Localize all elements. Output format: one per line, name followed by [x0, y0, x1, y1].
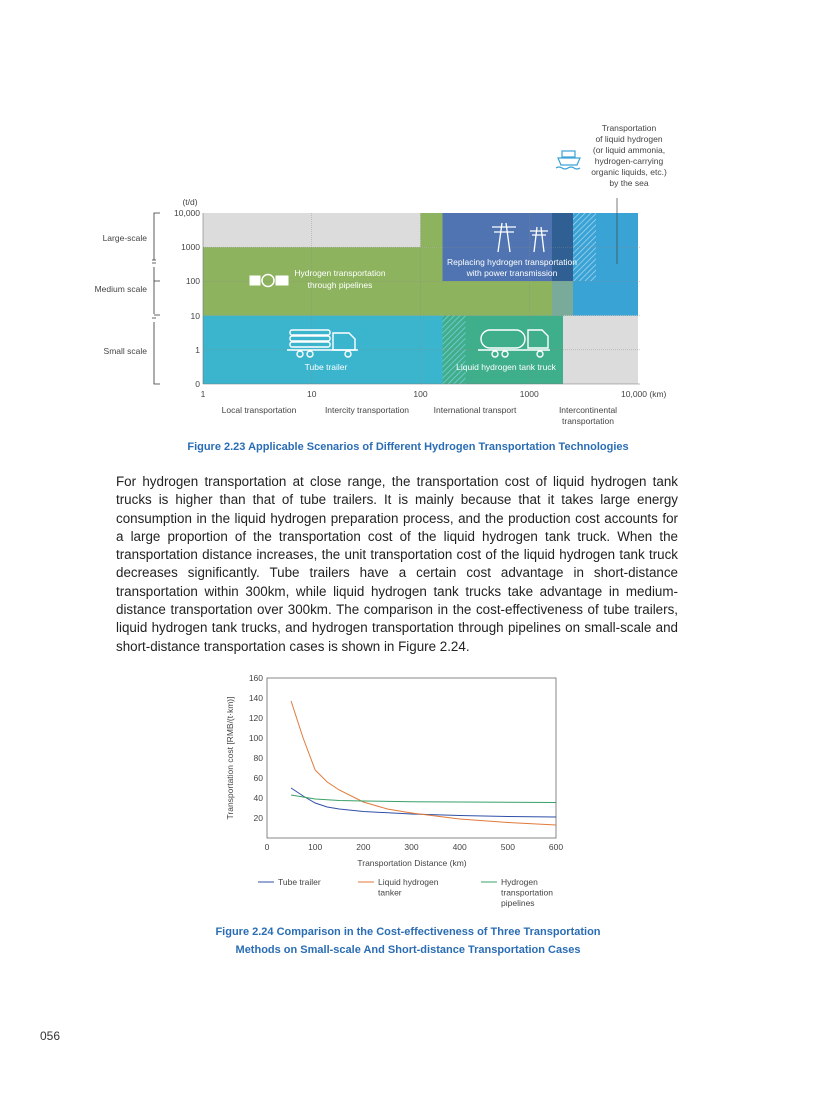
pipeline-label-1: Hydrogen transportation	[294, 268, 386, 278]
scale-large: Large-scale	[102, 233, 147, 243]
y-tick-label: 20	[253, 813, 263, 823]
region-sea	[573, 281, 638, 316]
distance-local: Local transportation	[221, 405, 297, 415]
x-tick-label: 600	[548, 842, 564, 852]
legend-label: tanker	[378, 887, 402, 898]
x-tick: 1	[200, 389, 206, 399]
region-gray-top-left	[203, 213, 421, 247]
y-tick: 1000	[181, 242, 200, 252]
x-tick: 10	[307, 389, 317, 399]
y-tick: 10	[190, 311, 200, 321]
x-tick: 10,000 (km)	[621, 389, 667, 399]
legend-label: transportation	[501, 887, 553, 898]
y-tick: 100	[185, 276, 200, 286]
sea-note-line: (or liquid ammonia,	[592, 145, 666, 155]
legend-label: Tube trailer	[278, 877, 321, 887]
power-label-2: with power transmission	[466, 268, 558, 278]
figure-2-24-caption-line1: Figure 2.24 Comparison in the Cost-effectiveness of Three Transportation	[215, 926, 601, 938]
y-axis-label: Transportation cost [RMB/(t·km)]	[225, 696, 235, 820]
y-tick-label: 100	[248, 733, 263, 743]
x-tick-label: 300	[404, 842, 419, 852]
figure-2-23-caption: Figure 2.23 Applicable Scenarios of Different Hydrogen Transportation Technologies	[187, 441, 629, 453]
power-label-1: Replacing hydrogen transportation	[447, 257, 577, 267]
distance-intercontinental-2: transportation	[562, 416, 614, 426]
legend-label: Liquid hydrogen	[378, 877, 439, 887]
region-pipeline-strip	[421, 213, 443, 247]
distance-international: International transport	[433, 405, 517, 415]
x-tick: 1000	[519, 389, 539, 399]
region-mix	[552, 281, 573, 316]
y-unit: (t/d)	[182, 197, 198, 207]
scale-medium: Medium scale	[94, 284, 147, 294]
region-hatched-sea	[573, 213, 596, 281]
page-number: 056	[40, 1029, 61, 1043]
sea-note-line: hydrogen-carrying	[594, 156, 664, 166]
y-tick-label: 160	[248, 673, 263, 683]
legend-label: Hydrogen	[501, 877, 538, 887]
y-tick-label: 80	[253, 753, 263, 763]
y-tick: 1	[195, 345, 200, 355]
tube-trailer-label: Tube trailer	[304, 362, 348, 372]
x-tick-label: 100	[308, 842, 323, 852]
region-gray-bottom-right	[563, 316, 638, 384]
lh2-truck-label: Liquid hydrogen tank truck	[456, 362, 556, 372]
y-tick-label: 60	[253, 773, 263, 783]
scale-small: Small scale	[103, 346, 147, 356]
y-tick-label: 40	[253, 793, 263, 803]
y-tick-label: 120	[248, 713, 263, 723]
pipeline-label-2: through pipelines	[307, 280, 373, 290]
scale-brackets	[152, 213, 160, 384]
sea-note	[591, 123, 667, 188]
x-tick: 100	[413, 389, 428, 399]
y-tick-label: 140	[248, 693, 263, 703]
legend-label: pipelines	[501, 898, 535, 908]
x-tick-label: 500	[500, 842, 515, 852]
sea-note-line: by the sea	[609, 178, 649, 188]
x-axis-label: Transportation Distance (km)	[357, 858, 467, 868]
y-tick: 0	[195, 379, 200, 389]
body-paragraph: For hydrogen transportation at close range, the transportation cost of liquid hydrogen tank trucks is higher than that of tube trailers. It is mainly because that it takes large energy consumption in the liquid hydrogen preparation process, and the production cost accounts for a large proportion of the transportation cost of the liquid hydrogen tank truck. When the transportation distance increases, the unit transportation cost of the liquid hydrogen tank truck decreases significantly. Tube trailers have a certain cost advantage in short-distance transportation within 300km, while liquid hydrogen tank trucks take advantage in medium-distance transportation over 300km. The comparison in the cost-effectiveness of tube trailers, liquid hydrogen tank trucks, and hydrogen transportation through pipelines on small-scale and short-distance transportation cases is shown in Figure 2.24.	[116, 474, 678, 654]
y-tick: 10,000	[174, 208, 200, 218]
series-line-2	[291, 795, 556, 803]
distance-intercity: Intercity transportation	[324, 405, 410, 415]
figure-2-24-chart	[225, 673, 563, 908]
sea-note-line: Transportation	[601, 123, 657, 133]
x-tick-label: 400	[452, 842, 467, 852]
distance-intercontinental-1: Intercontinental	[558, 405, 618, 415]
series-line-1	[291, 701, 556, 825]
sea-note-line: organic liquids, etc.)	[591, 167, 667, 177]
x-tick-label: 0	[264, 842, 270, 852]
x-tick-label: 200	[356, 842, 371, 852]
sea-note-line: of liquid hydrogen	[595, 134, 663, 144]
figure-2-23	[95, 123, 667, 426]
figure-2-24-caption-line2: Methods on Small-scale And Short-distance Transportation Cases	[235, 944, 581, 956]
ship-icon	[556, 151, 580, 169]
